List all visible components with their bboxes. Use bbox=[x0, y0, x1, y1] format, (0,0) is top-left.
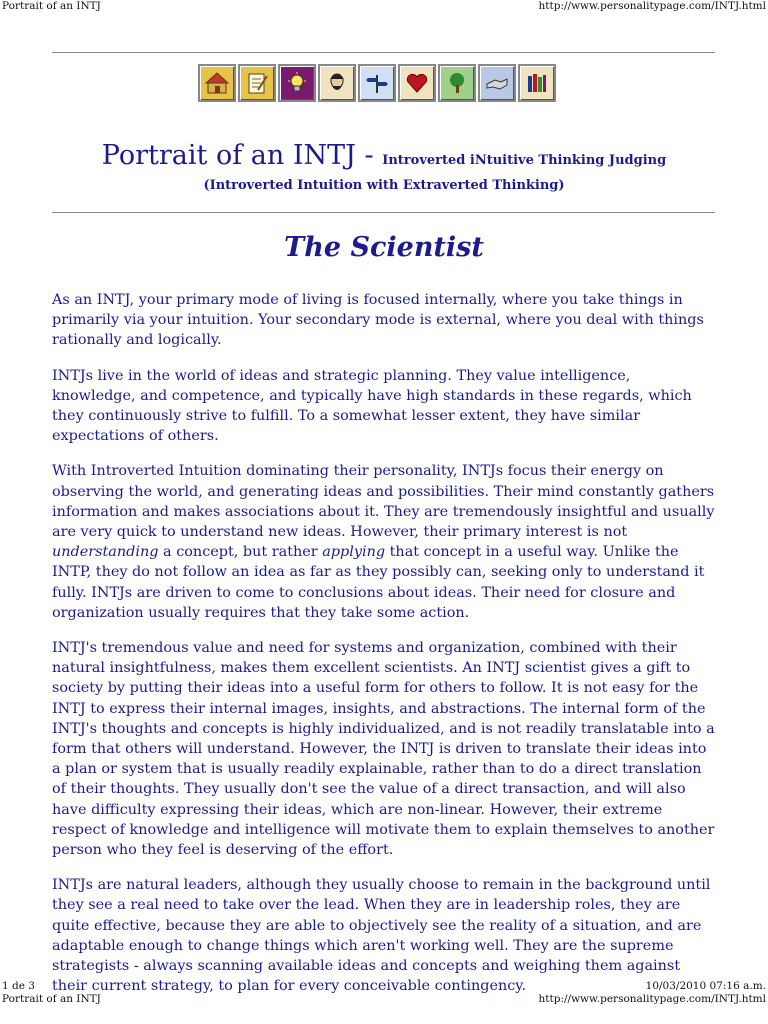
home-icon[interactable] bbox=[198, 64, 236, 102]
nav-icon-bar bbox=[198, 64, 556, 102]
top-divider bbox=[52, 52, 715, 53]
footer-url: http://www.personalitypage.com/INTJ.html bbox=[538, 993, 766, 1005]
paragraph-3 bbox=[52, 461, 717, 623]
crossroads-icon[interactable] bbox=[358, 64, 396, 102]
paragraph-3-part-c: a concept, but rather bbox=[158, 544, 323, 561]
footer-page-number: 1 de 3 bbox=[2, 980, 35, 992]
page-title bbox=[0, 140, 768, 171]
paragraph-5: INTJs are natural leaders, although they usually choose to remain in the background until they see a real need to take over the lead. When they are in leadership roles, they are quite effective, because they are able to objectively see the reality of a situation, and are adaptable enough to change things which aren't working well. They are the supreme strategists - always scanning available ideas and concepts and weighing them against their current strategy, to plan for every conceivable contingency. bbox=[52, 877, 711, 995]
page-title-main: Portrait of an INTJ - bbox=[101, 140, 383, 171]
lightbulb-icon[interactable] bbox=[278, 64, 316, 102]
tree-icon[interactable] bbox=[438, 64, 476, 102]
header-url: http://www.personalitypage.com/INTJ.html bbox=[538, 0, 766, 12]
books-icon[interactable] bbox=[518, 64, 556, 102]
portrait-icon[interactable] bbox=[318, 64, 356, 102]
footer-timestamp: 10/03/2010 07:16 a.m. bbox=[645, 980, 766, 992]
section-heading: The Scientist bbox=[284, 232, 484, 263]
paragraph-2: INTJs live in the world of ideas and strategic planning. They value intelligence, knowledge, and competence, and typically have high standards in these regards, which they continuously strive to fulfill. To a somewhat lesser extent, they have similar expectations of others. bbox=[52, 367, 692, 445]
header-doc-title: Portrait of an INTJ bbox=[2, 0, 101, 12]
footer-doc-title: Portrait of an INTJ bbox=[2, 993, 101, 1005]
emphasis-applying: applying bbox=[322, 544, 386, 561]
print-header bbox=[0, 0, 768, 14]
paragraph-4: INTJ's tremendous value and need for systems and organization, combined with their natural insightfulness, makes them excellent scientists. An INTJ scientist gives a gift to society by putting their ideas into a useful form for others to follow. It is not easy for the INTJ to express their internal images, insights, and abstractions. The internal form of the INTJ's thoughts and concepts is highly individualized, and is not readily translatable into a form that others will understand. However, the INTJ is driven to translate their ideas into a plan or system that is usually readily explainable, rather than to do a direct translation of their thoughts. They usually don't see the value of a direct transaction, and will also have difficulty expressing their ideas, which are non-linear. However, their extreme respect of knowledge and intelligence will motivate them to explain themselves to another person who they feel is deserving of the effort. bbox=[52, 640, 715, 859]
notepad-icon[interactable] bbox=[238, 64, 276, 102]
emphasis-understanding: understanding bbox=[52, 544, 159, 561]
handshake-icon[interactable] bbox=[478, 64, 516, 102]
paragraph-3-part-e: that concept in a useful way. Unlike the INTP, they do not follow an idea as far as they possibly can, seeking only to understand it fully. INTJs are driven to come to conclusions about ideas. Their need for closure and organization usually requires that they take some action. bbox=[52, 544, 705, 621]
title-divider bbox=[52, 212, 715, 213]
page-title-sub: Introverted iNtuitive Thinking Judging bbox=[382, 153, 667, 168]
page-subtitle: (Introverted Intuition with Extraverted Thinking) bbox=[203, 178, 565, 193]
heart-icon[interactable] bbox=[398, 64, 436, 102]
article-body bbox=[52, 290, 717, 1012]
paragraph-1: As an INTJ, your primary mode of living is focused internally, where you take things in primarily via your intuition. Your secondary mode is external, where you deal with things rationally and logically. bbox=[52, 292, 704, 349]
paragraph-3-part-a: With Introverted Intuition dominating their personality, INTJs focus their energy on observing the world, and generating ideas and possibilities. Their mind constantly gathers information and makes associations about it. They are tremendously insightful and usually are very quick to understand new ideas. However, their primary interest is not bbox=[52, 463, 715, 541]
